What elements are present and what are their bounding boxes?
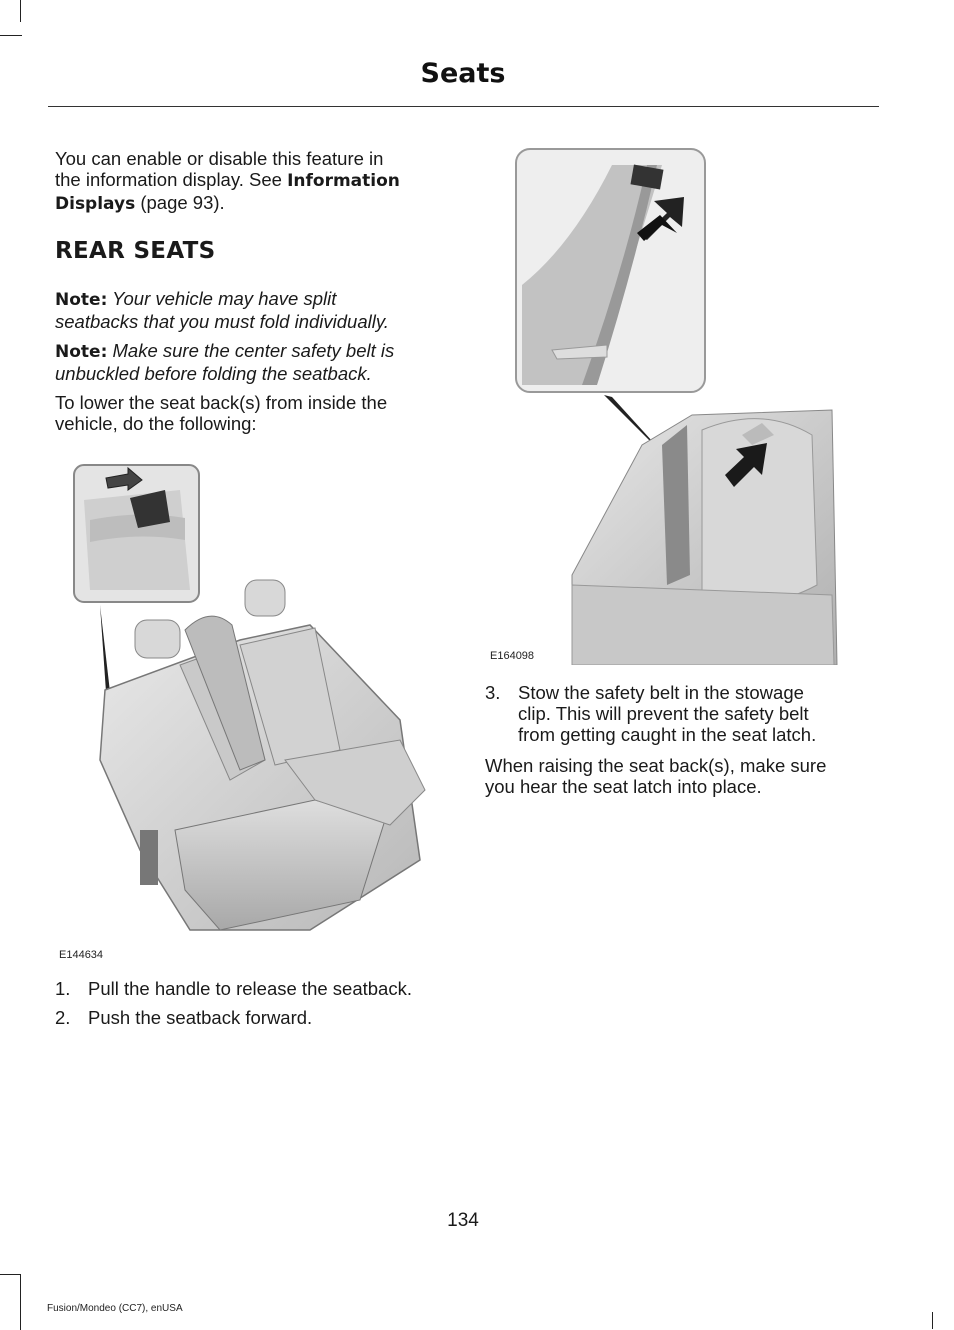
crop-mark <box>932 1312 933 1329</box>
note1-line1: Your vehicle may have split <box>107 288 337 309</box>
section-heading: REAR SEATS <box>55 238 216 264</box>
rear-seat-illustration <box>60 460 445 950</box>
info-displays-link-cont[interactable]: Displays <box>55 194 136 214</box>
crop-mark <box>0 35 22 36</box>
lower-instructions <box>55 392 455 434</box>
page-title: Seats <box>420 58 506 89</box>
note2-line2: unbuckled before folding the seatback. <box>55 363 372 384</box>
raise-line1: When raising the seat back(s), make sure <box>485 755 827 776</box>
step-text <box>518 682 816 745</box>
lower-line2: vehicle, do the following: <box>55 413 257 434</box>
intro-line1: You can enable or disable this feature in <box>55 148 384 169</box>
note-2 <box>55 340 455 384</box>
note1-line2: seatbacks that you must fold individually. <box>55 311 389 332</box>
note2-line1: Make sure the center safety belt is <box>107 340 395 361</box>
info-displays-link[interactable]: Information <box>287 171 400 191</box>
crop-mark <box>20 1274 21 1330</box>
page-number: 134 <box>447 1210 479 1231</box>
step-number: 2. <box>55 1007 71 1028</box>
intro-page-ref: (page 93). <box>135 192 225 213</box>
header-divider <box>48 106 879 107</box>
crop-mark <box>0 1274 20 1275</box>
footer-edition: Fusion/Mondeo (CC7), enUSA <box>47 1303 183 1314</box>
note-label: Note: <box>55 290 108 310</box>
step-number: 3. <box>485 682 501 703</box>
note-label: Note: <box>55 342 108 362</box>
step-number: 1. <box>55 978 71 999</box>
step3-line2: clip. This will prevent the safety belt <box>518 703 809 724</box>
raise-instructions <box>485 755 905 797</box>
step3-line1: Stow the safety belt in the stowage <box>518 682 804 703</box>
lower-line1: To lower the seat back(s) from inside the <box>55 392 388 413</box>
crop-mark <box>20 0 21 22</box>
figure-id-e144634: E144634 <box>59 949 104 961</box>
step3-line3: from getting caught in the seat latch. <box>518 724 817 745</box>
intro-line2: the information display. See <box>55 169 288 190</box>
raise-line2: you hear the seat latch into place. <box>485 776 762 797</box>
belt-stowage-illustration <box>512 145 842 665</box>
left-intro <box>55 148 455 215</box>
note-1 <box>55 288 455 332</box>
step-text: Pull the handle to release the seatback. <box>88 978 412 999</box>
figure-id-e164098: E164098 <box>490 650 535 662</box>
step-text: Push the seatback forward. <box>88 1007 313 1028</box>
